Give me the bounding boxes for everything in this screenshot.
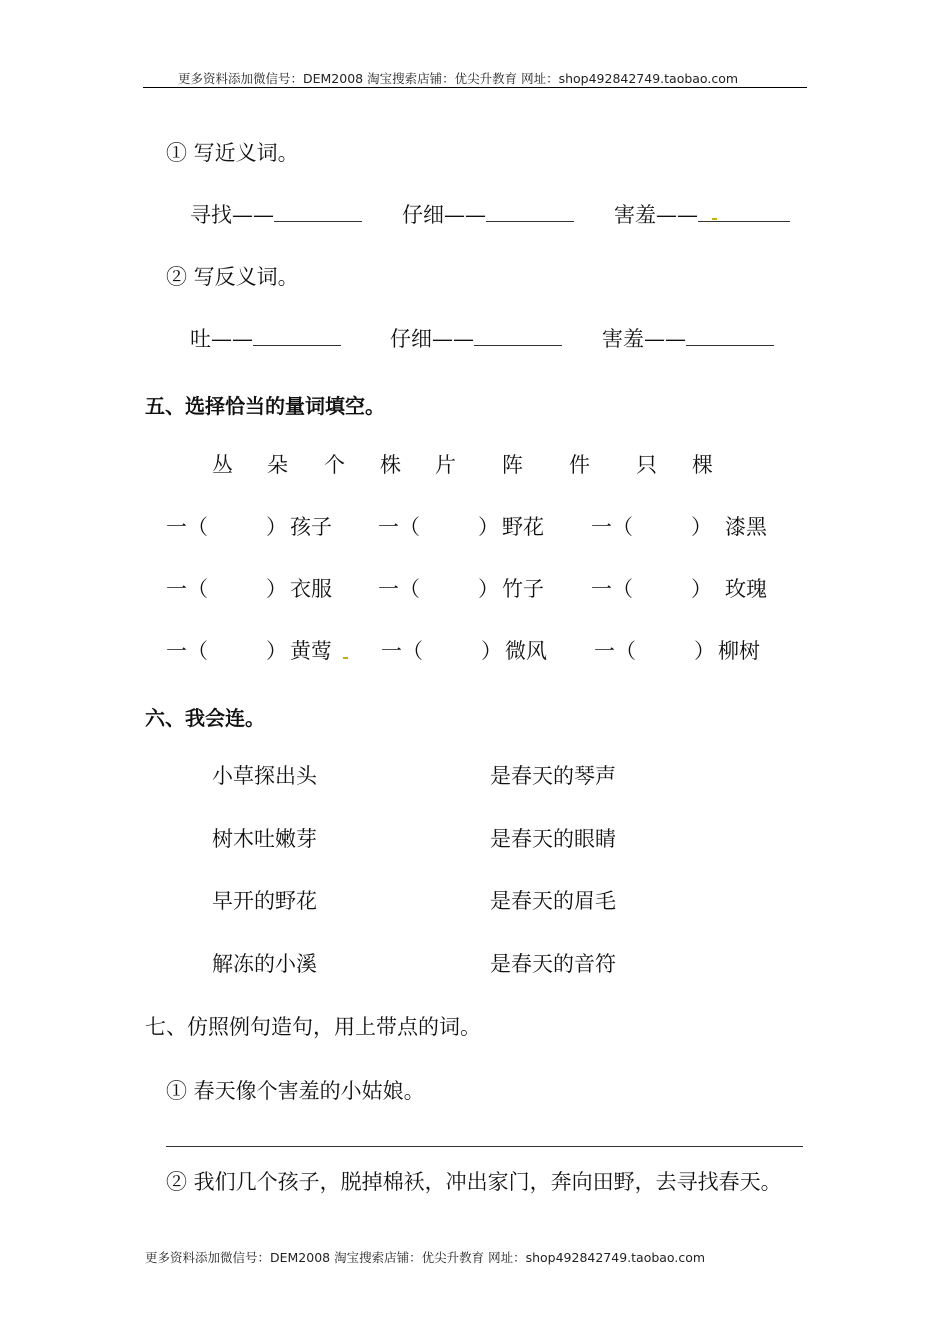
fill-open: 一（ [166,639,208,663]
fill-noun: 野花 [502,515,544,539]
fill-open: 一（ [591,577,633,601]
fill-close: ） [694,639,715,663]
dot-mark [712,218,717,220]
measure-word: 朵 [267,453,288,477]
match-right[interactable]: 是春天的眼睛 [490,827,616,851]
fill-close: ） [481,639,502,663]
section-six-title: 六、我会连。 [145,706,265,730]
antonym-word: 吐—— [190,327,253,351]
answer-blank[interactable] [253,327,341,346]
measure-word: 只 [636,453,657,477]
fill-close: ） [266,577,287,601]
fill-noun: 竹子 [502,577,544,601]
fill-close: ） [478,577,499,601]
fill-close: ） [266,515,287,539]
fill-noun: 孩子 [290,515,332,539]
answer-blank[interactable] [486,203,574,222]
fill-noun: 玫瑰 [725,577,767,601]
example-sentence-2: ② 我们几个孩子，脱掉棉袄，冲出家门，奔向田野，去寻找春天。 [166,1170,782,1194]
fill-open: 一（ [381,639,423,663]
answer-blank[interactable] [474,327,562,346]
fill-noun: 衣服 [290,577,332,601]
fill-noun: 漆黑 [725,515,767,539]
measure-word: 片 [435,453,456,477]
fill-close: ） [478,515,499,539]
measure-word: 个 [324,453,345,477]
measure-word: 株 [380,453,401,477]
fill-close: ） [691,515,712,539]
antonym-item [602,325,774,353]
fill-noun: 微风 [505,639,547,663]
antonym-word: 害羞—— [602,327,686,351]
fill-close: ） [266,639,287,663]
section-seven-title: 七、仿照例句造句，用上带点的词。 [145,1015,481,1039]
fill-open: 一（ [378,515,420,539]
antonym-item [190,325,341,353]
fill-noun: 黄莺 [290,639,332,663]
fill-open: 一（ [594,639,636,663]
match-left[interactable]: 小草探出头 [212,764,317,788]
answer-line[interactable] [166,1146,803,1147]
match-right[interactable]: 是春天的琴声 [490,764,616,788]
antonym-item [390,325,562,353]
fill-noun: 柳树 [718,639,760,663]
synonym-item [614,201,790,229]
fill-open: 一（ [166,577,208,601]
measure-word: 棵 [692,453,713,477]
fill-open: 一（ [378,577,420,601]
match-left[interactable]: 树木吐嫩芽 [212,827,317,851]
synonym-item [402,201,574,229]
synonym-word: 寻找—— [190,203,274,227]
section-five-title: 五、选择恰当的量词填空。 [145,394,385,418]
match-right[interactable]: 是春天的音符 [490,952,616,976]
measure-word: 丛 [212,453,233,477]
synonym-word: 害羞—— [614,203,698,227]
answer-blank[interactable] [274,203,362,222]
match-right[interactable]: 是春天的眉毛 [490,889,616,913]
page-header: 更多资料添加微信号：DEM2008 淘宝搜索店铺：优尖升教育 网址：shop492842749.taobao.com [178,71,739,86]
match-left[interactable]: 解冻的小溪 [212,952,317,976]
synonym-word: 仔细—— [402,203,486,227]
fill-open: 一（ [591,515,633,539]
measure-word: 阵 [502,453,523,477]
antonym-title: ② 写反义词。 [166,265,299,289]
page-footer: 更多资料添加微信号：DEM2008 淘宝搜索店铺：优尖升教育 网址：shop492842749.taobao.com [145,1250,706,1265]
fill-open: 一（ [166,515,208,539]
header-rule [143,87,807,88]
synonym-title: ① 写近义词。 [166,141,299,165]
antonym-word: 仔细—— [390,327,474,351]
example-sentence-1: ① 春天像个害羞的小姑娘。 [166,1079,425,1103]
dot-mark [343,657,348,659]
match-left[interactable]: 早开的野花 [212,889,317,913]
fill-close: ） [691,577,712,601]
answer-blank[interactable] [686,327,774,346]
synonym-item [190,201,362,229]
measure-word: 件 [569,453,590,477]
